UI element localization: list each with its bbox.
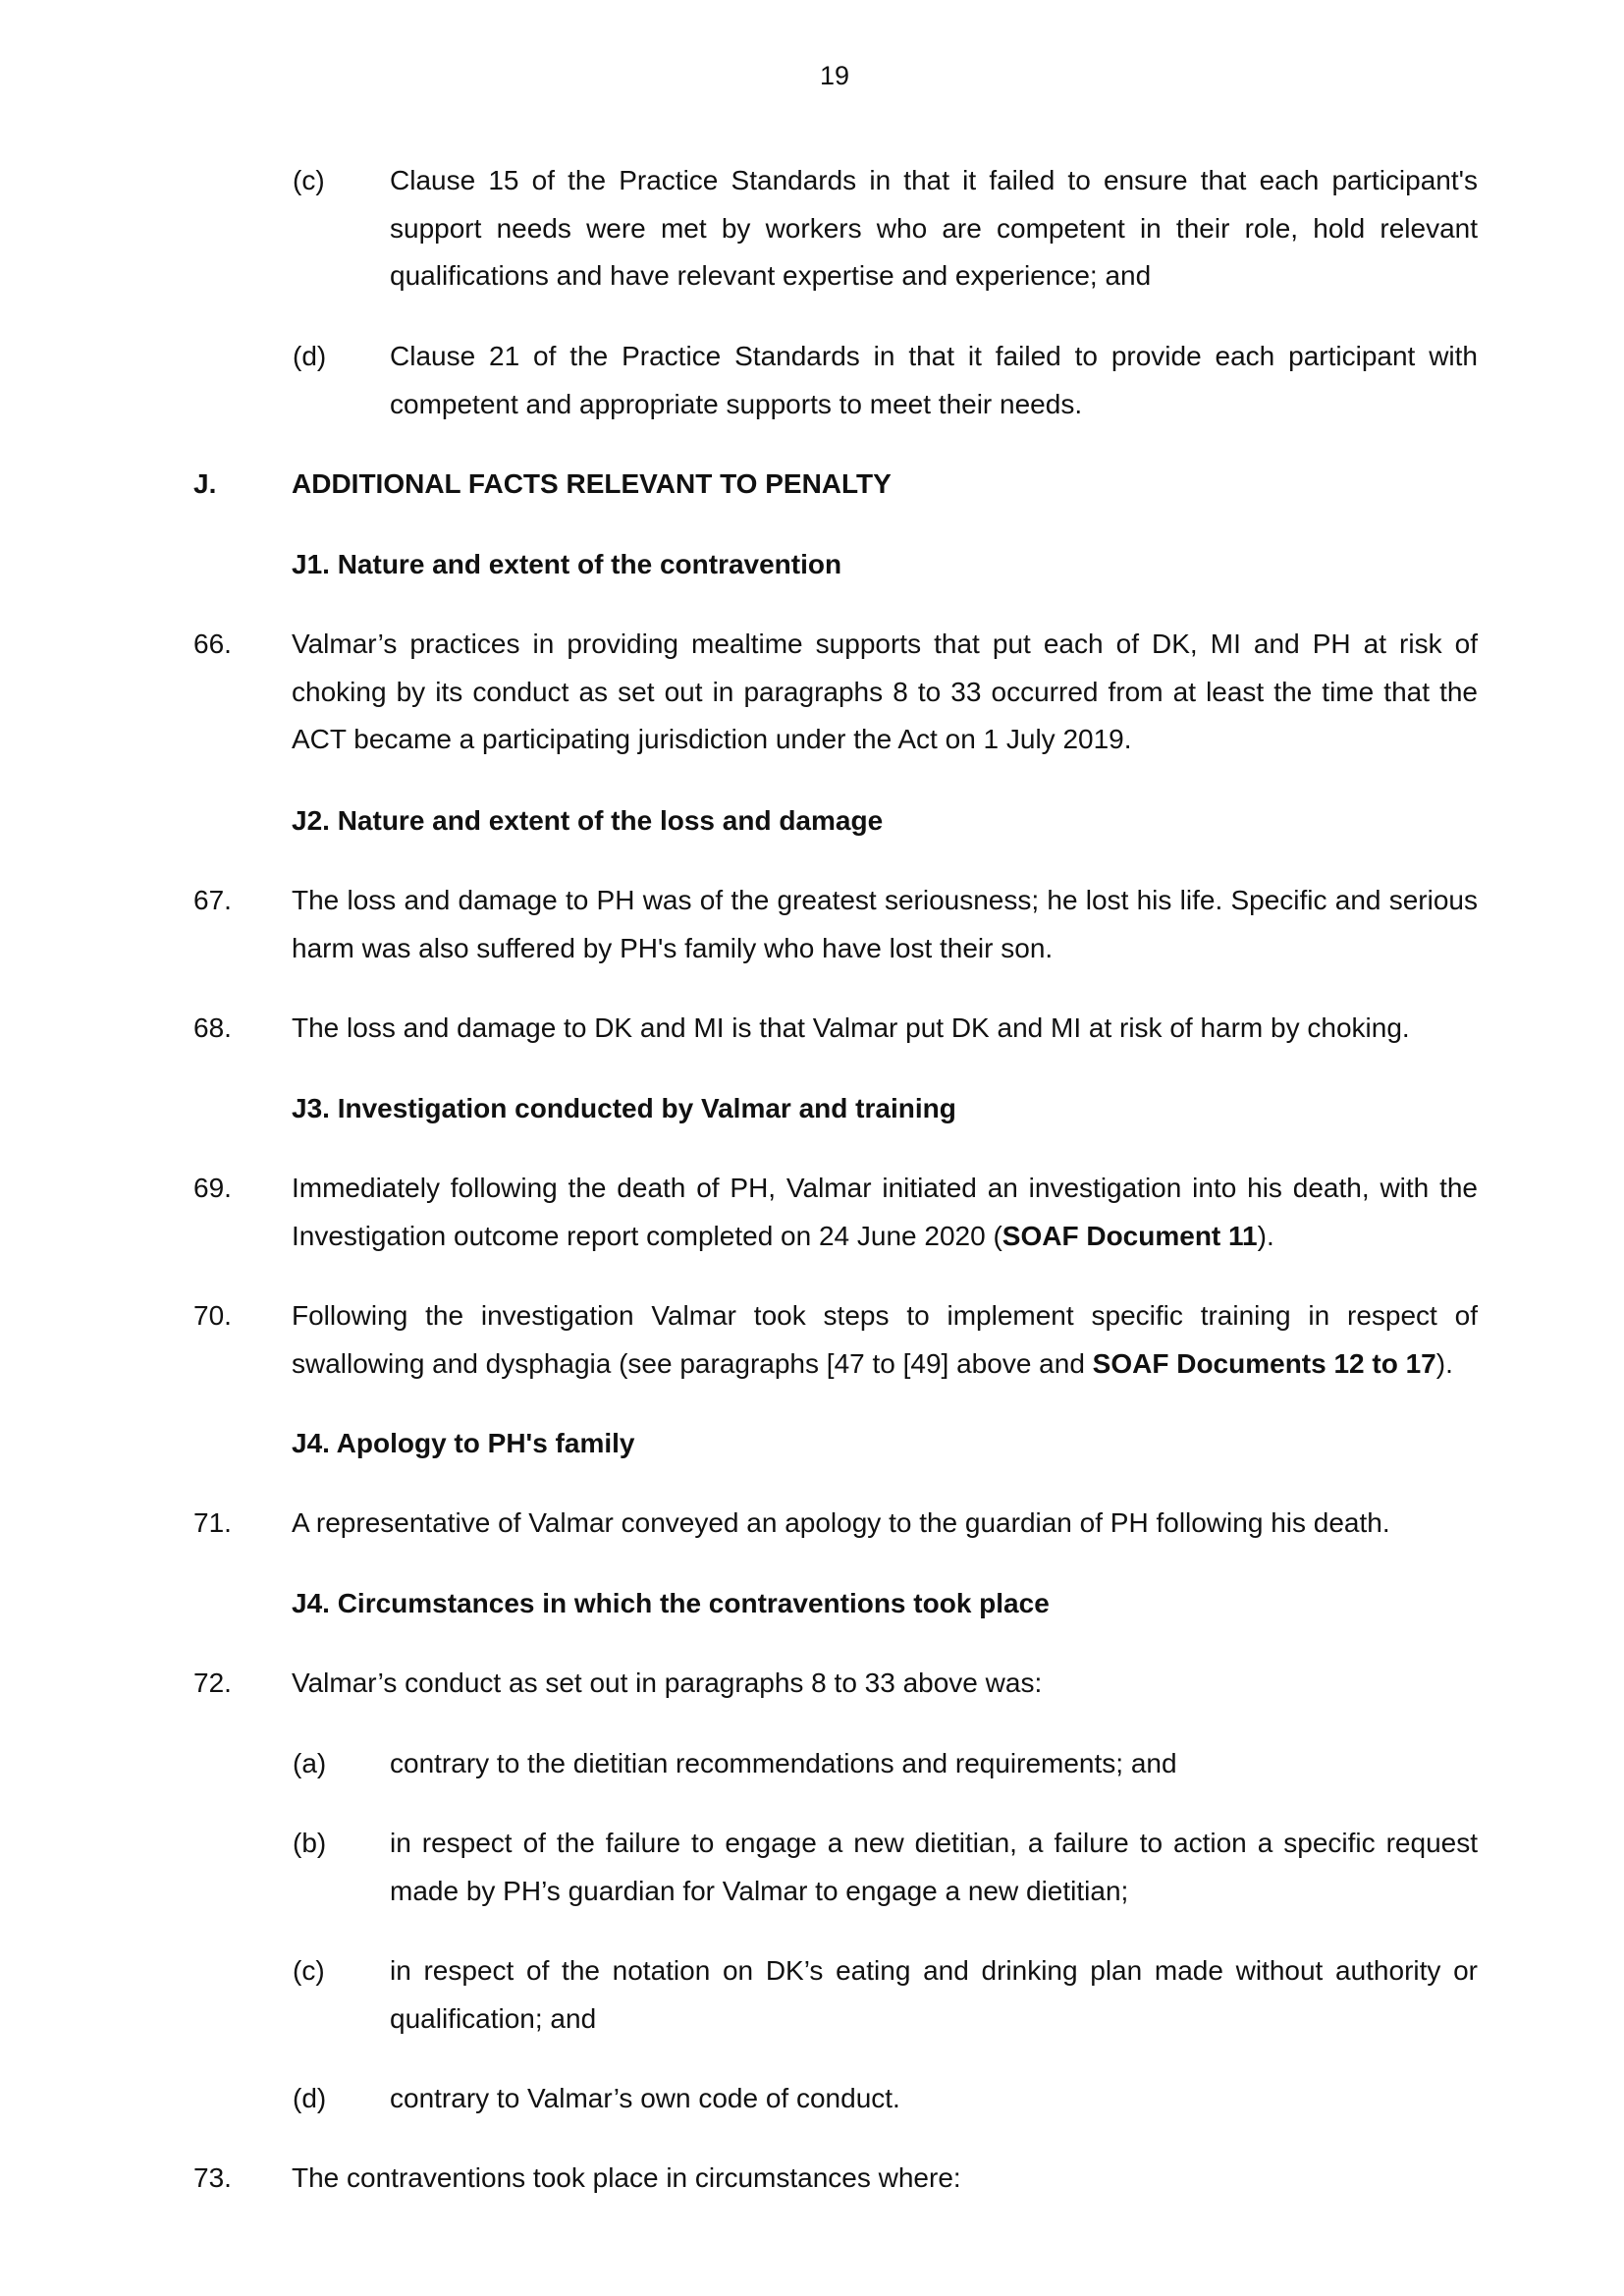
paragraph-number: 66. [193,629,232,659]
section-title: ADDITIONAL FACTS RELEVANT TO PENALTY [292,468,892,499]
paragraph-text: The loss and damage to DK and MI is that Valmar put DK and MI at risk of harm by choking. [292,1012,1410,1043]
subheading-j4-circumstances: J4. Circumstances in which the contraventions took place [292,1588,1050,1618]
paragraph-text-part: ). [1435,1347,1453,1379]
list-item-text: contrary to Valmar’s own code of conduct. [390,2083,900,2113]
paragraph-text: Valmar’s conduct as set out in paragraphs 8 to 33 above was: [292,1667,1043,1698]
subheading-j3: J3. Investigation conducted by Valmar and training [292,1093,956,1123]
list-item-label: (d) [293,2083,327,2113]
paragraph-number: 72. [193,1667,232,1698]
paragraph-number: 68. [193,1012,232,1043]
list-item-label: (c) [293,165,325,195]
paragraph-text-part: Immediately following the death of PH, Valmar initiated an investigation into his death, with the Investigation outcome report completed on 24 June 2020 ( [292,1173,1478,1251]
list-item-label: (d) [293,341,327,371]
subheading-j2: J2. Nature and extent of the loss and damage [292,805,884,836]
list-item-label: (a) [293,1748,327,1778]
list-item-label: (c) [293,1955,325,1986]
document-reference: SOAF Document 11 [1001,1220,1258,1251]
list-item-text: contrary to the dietitian recommendations and requirements; and [390,1748,1177,1778]
paragraph-text [292,1292,1478,1388]
subheading-j4-apology: J4. Apology to PH's family [292,1428,635,1458]
page-number: 19 [819,61,850,90]
paragraph-text-part: ). [1257,1220,1274,1251]
paragraph-text: A representative of Valmar conveyed an apology to the guardian of PH following his death. [292,1507,1390,1538]
paragraph-number: 73. [193,2162,232,2193]
paragraph-text: The loss and damage to PH was of the greatest seriousness; he lost his life. Specific and serious harm was also suffered by PH's family who have lost their son. [292,885,1478,963]
document-reference: SOAF Documents 12 to 17 [1092,1347,1436,1379]
paragraph-number: 71. [193,1507,232,1538]
subheading-j1: J1. Nature and extent of the contravention [292,549,842,579]
list-item-text: Clause 21 of the Practice Standards in that it failed to provide each participant with competent and appropriate supports to meet their needs. [390,341,1478,419]
section-letter: J. [193,468,217,499]
paragraph-text-part: Following the investigation Valmar took steps to implement specific training in respect of swallowing and dysphagia (see paragraphs [47 to [49] above and [292,1300,1478,1379]
paragraph-text [292,1165,1478,1260]
list-item-text: in respect of the notation on DK’s eating and drinking plan made without authority or qualification; and [390,1955,1478,2034]
paragraph-number: 69. [193,1173,232,1203]
paragraph-number: 70. [193,1300,232,1331]
paragraph-text: The contraventions took place in circumstances where: [292,2162,961,2193]
paragraph-text: Valmar’s practices in providing mealtime supports that put each of DK, MI and PH at risk of choking by its conduct as set out in paragraphs 8 to 33 occurred from at least the time that the ACT became a participating jurisdiction under the Act on 1 July 2019. [292,629,1478,754]
list-item-text: in respect of the failure to engage a new dietitian, a failure to action a specific request made by PH’s guardian for Valmar to engage a new dietitian; [390,1828,1478,1906]
list-item-text: Clause 15 of the Practice Standards in that it failed to ensure that each participant's support needs were met by workers who are competent in their role, hold relevant qualifications and have relevant expertise and experience; and [390,165,1478,291]
list-item-label: (b) [293,1828,327,1858]
paragraph-number: 67. [193,885,232,915]
